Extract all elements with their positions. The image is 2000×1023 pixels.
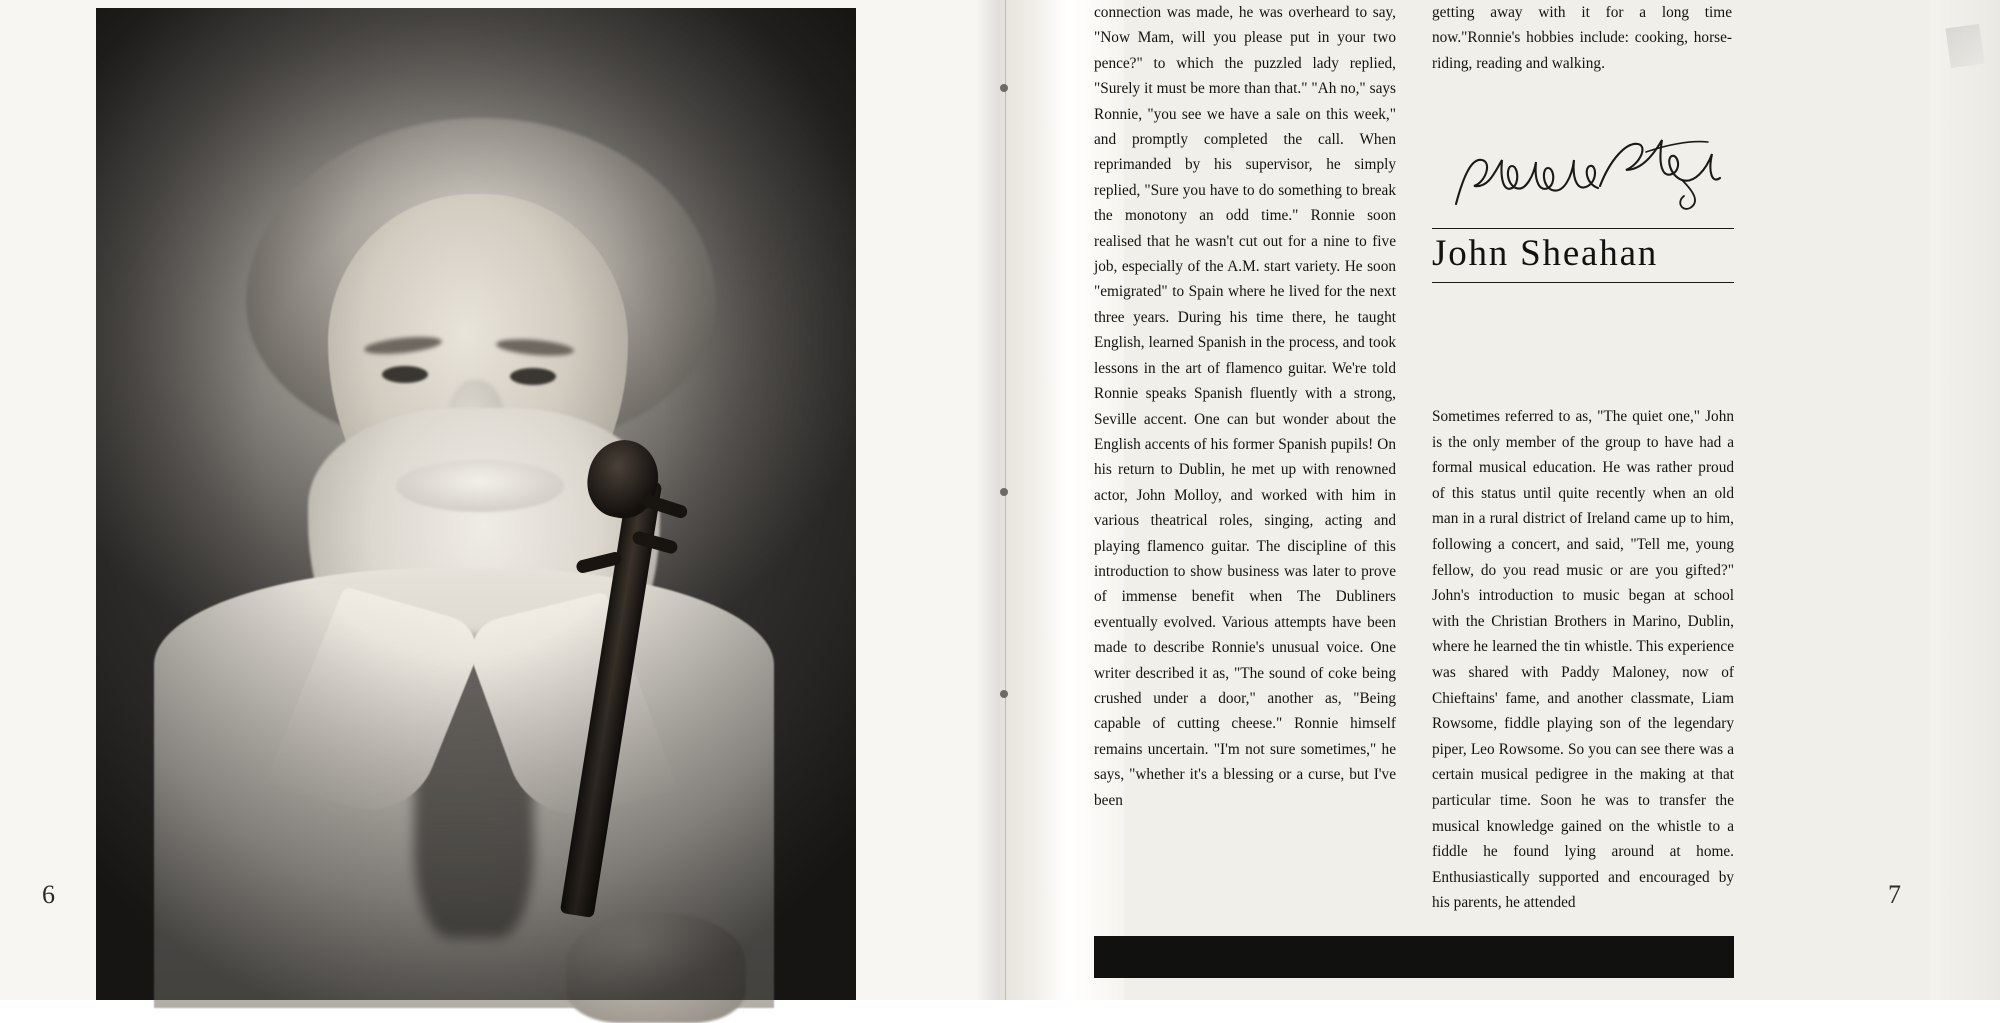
binding-stitch bbox=[1000, 488, 1008, 496]
body-text-right-top: getting away with it for a long time now."Ronnie's hobbies include: cooking, horse-riding, reading and walking. bbox=[1432, 4, 1732, 72]
binding-stitch bbox=[1000, 690, 1008, 698]
binding-crease bbox=[1005, 0, 1006, 1000]
left-page bbox=[0, 0, 1000, 1000]
footer-black-bar bbox=[1094, 936, 1734, 978]
page-number-left: 6 bbox=[42, 880, 55, 909]
section-heading-john-sheahan: John Sheahan bbox=[1432, 228, 1734, 283]
body-column-left bbox=[1094, 0, 1396, 813]
page-number-right: 7 bbox=[1888, 880, 1901, 909]
binding-stitch bbox=[1000, 84, 1008, 92]
portrait-photo bbox=[96, 8, 856, 1000]
body-text-right-bottom: Sometimes referred to as, "The quiet one," John is the only member of the group to have had a formal musical education. He was rather proud of this status until quite recently when an old man in a rural district of Ireland came up to him, following a concert, and said, "Tell me, young fellow, do you read music or are you gifted?" John's introduction to music began at school with the Christian Brothers in Marino, Dublin, where he learned the tin whistle. This experience was shared with Paddy Maloney, now of Chieftains' fame, and another classmate, Liam Rowsome, fiddle playing son of the legendary piper, Leo Rowsome. So you can see there was a certain musical pedigree in the making at that particular time. Soon he was to transfer the musical knowledge gained on the whistle to a fiddle he found lying around at home. Enthusiastically supported and encouraged by his parents, he attended bbox=[1432, 408, 1734, 912]
body-column-right-top bbox=[1432, 0, 1732, 76]
body-text-left: connection was made, he was overheard to say, "Now Mam, will you please put in your two pence?" to which the puzzled lady replied, "Surely it must be more than that." "Ah no," says Ronnie, "you see we have a sale on this week," and promptly completed the call. When reprimanded by his supervisor, he simply replied, "Sure you have to do something to break the monotony an odd time." Ronnie soon realised that he wasn't cut out for a nine to five job, especially of the A.M. start variety. He soon "emigrated" to Spain where he lived for the next three years. During his time there, he taught English, learned Spanish in the process, and took lessons in the art of flamenco guitar. We're told Ronnie speaks Spanish fluently with a strong, Seville accent. One can but wonder about the English accents of his former Spanish pupils! On his return to Dublin, he met up with renowned actor, John Molloy, and worked with him in various theatrical roles, singing, acting and playing flamenco guitar. The discipline of this introduction to show business was later to prove of immense benefit when The Dubliners eventually evolved. Various attempts have been made to describe Ronnie's unusual voice. One writer described it as, "The sound of coke being crushed under a door," another as, "Being capable of cutting cheese." Ronnie himself remains uncertain. "I'm not sure sometimes," he says, "whether it's a blessing or a curse, but I've been bbox=[1094, 4, 1396, 809]
body-column-right-bottom bbox=[1432, 404, 1734, 916]
page-edge-shadow bbox=[1930, 0, 2000, 1000]
photo-vignette bbox=[96, 8, 856, 1000]
